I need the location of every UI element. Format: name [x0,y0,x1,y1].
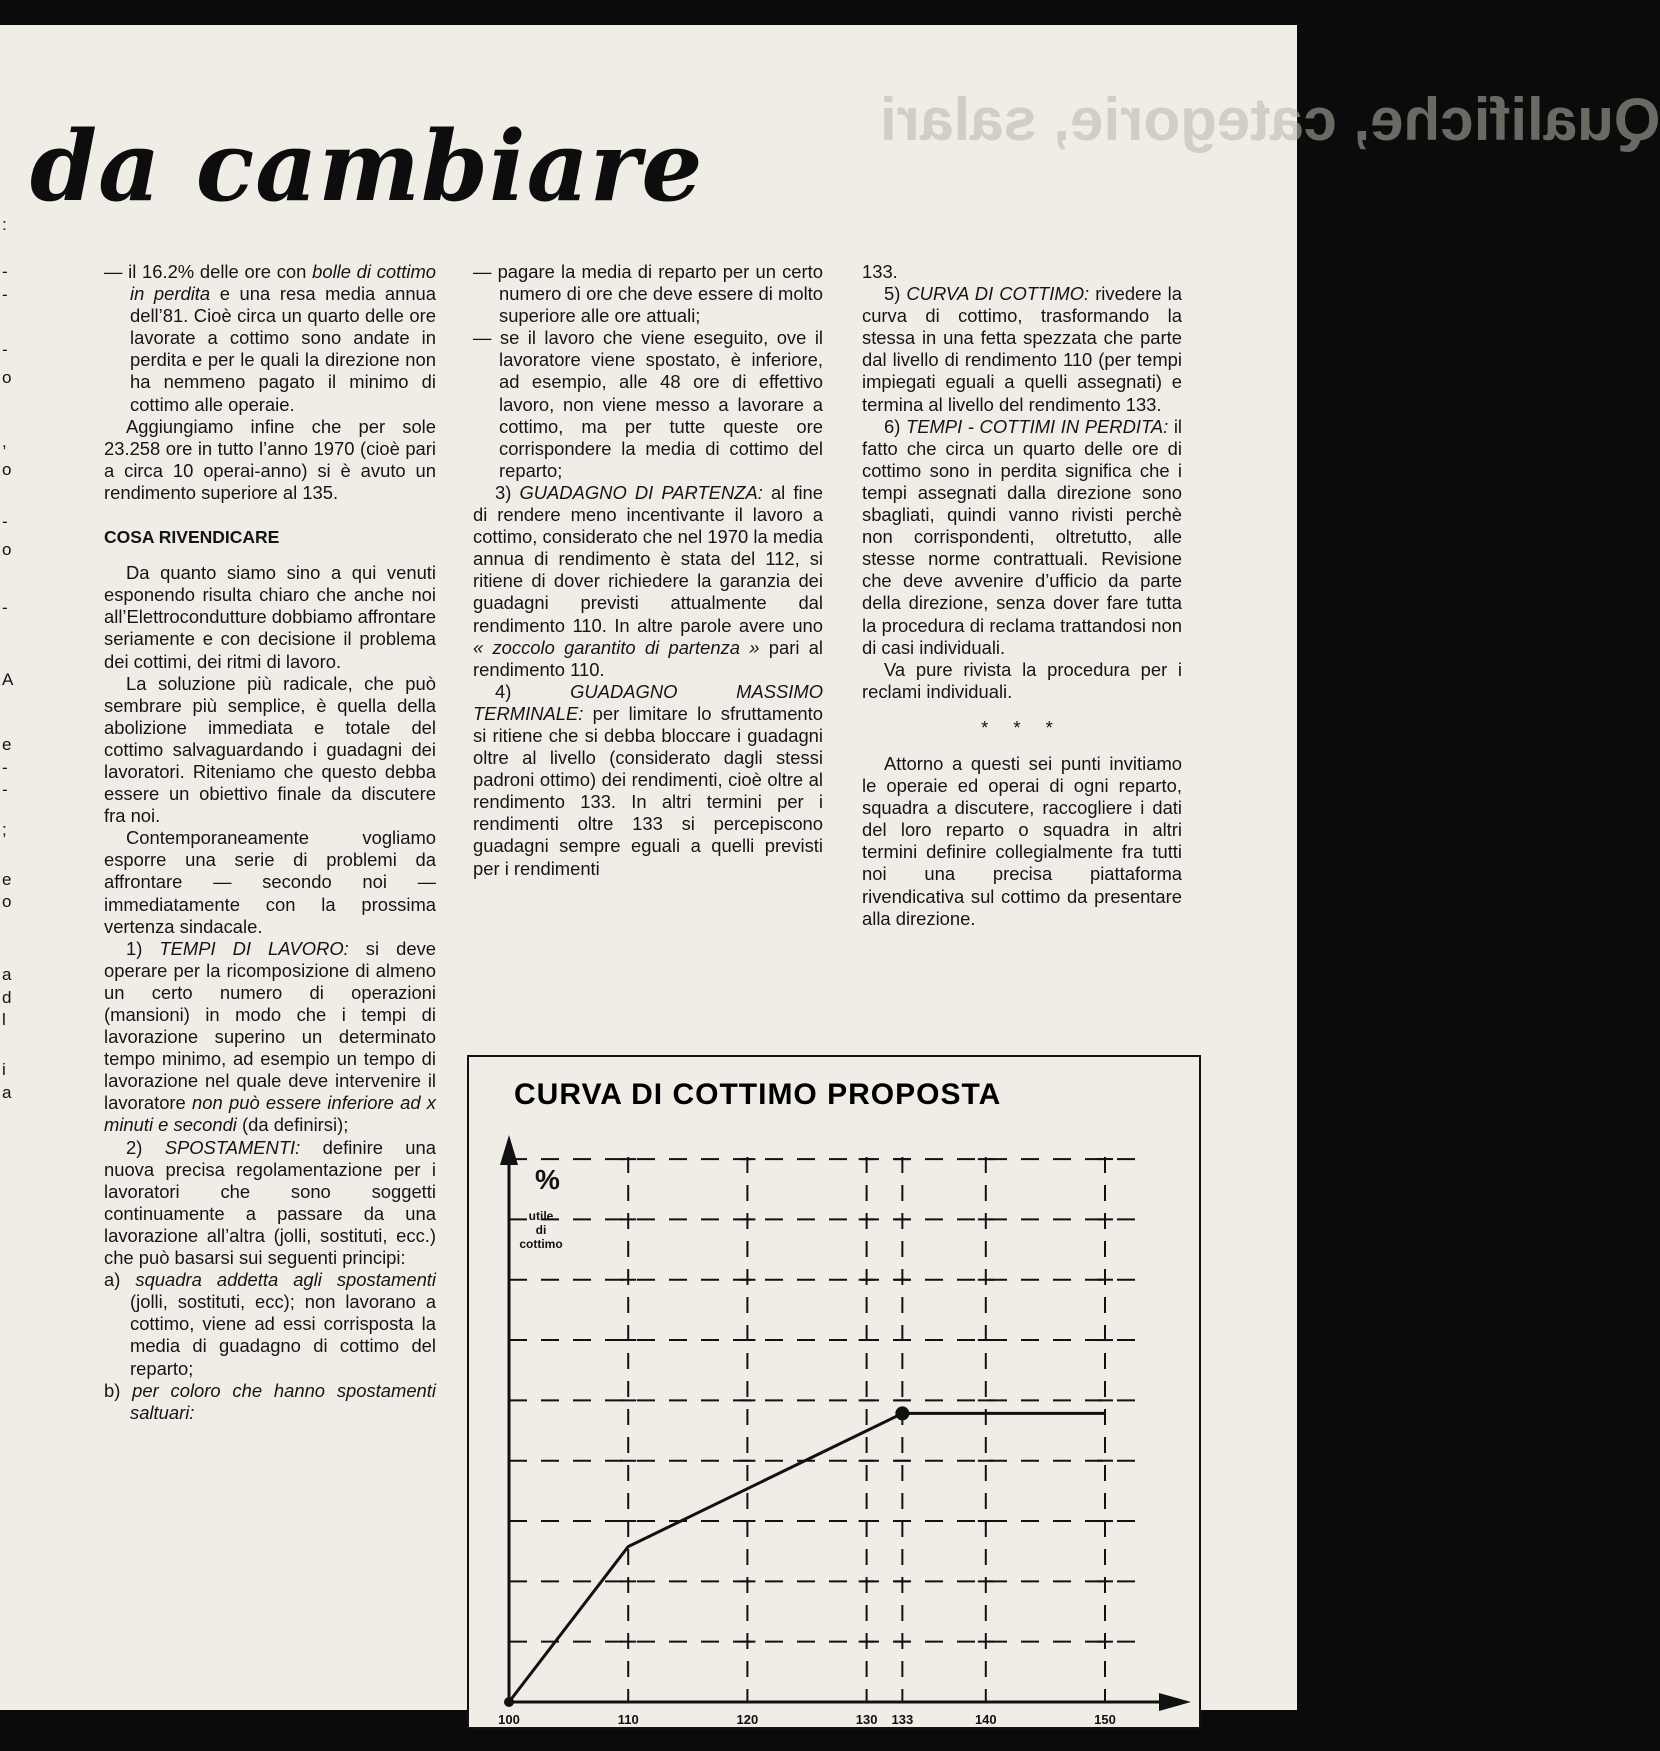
edge-fragment: - [2,780,8,799]
x-axis-arrow [1159,1693,1191,1711]
paragraph: 6) TEMPI - COTTIMI IN PERDITA: il fatto che circa un quarto delle ore di cottimo sono in perdita significa che i tempi assegnati dalla direzione sono sbagliati, quindi vanno rivisti perchè non corrispondenti, oltretutto, alle stesse norme contrattuali. Revisione che deve avvenire d’ufficio da parte della direzione, senza dover fare tutta la procedura di reclama trattandosi non di casi individuali. [862,415,1183,658]
paragraph: 1) TEMPI DI LAVORO: si deve operare per la ricomposizione di almeno un certo numero di operazioni (mansioni) in modo che i tempi di lavorazione superino un determinato tempo minimo, ad esempio un tempo di lavorazione nel quale deve intervenire il lavoratore non può essere inferiore ad x minuti e secondi (da definirsi); [104,937,436,1136]
paragraph: — il 16.2% delle ore con bolle di cottimo in perdita e una resa media annua dell’81. Cioè circa un quarto delle ore lavorate a cottimo sono andate in perdita e per le quali la direzione non ha nemmeno pagato il minimo di cottimo alle operaie. [104,261,437,415]
edge-fragment: - [2,285,8,304]
paragraph: Attorno a questi sei punti invitiamo le operaie ed operai di ogni reparto, squadra a discutere, raccogliere i dati del loro reparto o squadra in altri termini definire collegialmente fra tutti noi una precisa piattaforma rivendicativa sul cottimo da presentare alla direzione. [862,752,1182,929]
x-tick-label: 130 [855,1712,878,1727]
list-item: b) per coloro che hanno spostamenti saltuari: [104,1379,436,1423]
edge-fragment: o [2,892,12,911]
list-item: a) squadra addetta agli spostamenti (jolli, sostituti, ecc); non lavorano a cottimo, viene ad essi corrisposta la media di guadagno di cottimo del reparto; [104,1269,436,1379]
article-column-3 [862,261,1182,930]
edge-fragment: a [2,1083,12,1102]
paragraph: 2) SPOSTAMENTI: definire una nuova precisa regolamentazione per i lavoratori che sono soggetti continuamente a passare da una lavorazione all’altra (jolli, sostituti, ecc.) che può basarsi sui seguenti principi: [104,1136,436,1269]
curve-line [509,1413,1105,1702]
chart-svg [469,1057,1199,1727]
y-axis-label: utile [528,1209,554,1223]
edge-fragment: ; [2,820,7,839]
edge-fragment: a [2,965,12,984]
edge-fragment: - [2,512,8,531]
edge-fragment: , [2,432,7,451]
edge-fragment: o [2,540,12,559]
section-divider: * * * [981,716,1063,738]
edge-fragment: - [2,340,8,359]
chart-title: CURVA DI COTTIMO PROPOSTA [514,1078,1002,1111]
edge-fragment: i [2,1060,6,1079]
y-axis-arrow [500,1135,518,1165]
magazine-page [0,25,1660,1727]
edge-fragment: - [2,758,8,777]
edge-fragment: - [2,262,8,281]
paragraph: La soluzione più radicale, che può sembrare più semplice, è quella della abolizione immediata e totale del cottimo salvaguardando i guadagni dei lavoratori. Riteniamo che questo debba essere un obiettivo finale da discutere fra noi. [104,672,436,827]
previous-page-edge [0,25,34,1710]
list-item: — pagare la media di reparto per un certo numero di ore che deve essere di molto superiore alle ore attuali; [473,261,823,327]
article-column-1 [104,261,436,1424]
paragraph: 4) GUADAGNO MASSIMO TERMINALE: per limitare lo sfruttamento si ritiene che si debba bloccare i guadagni oltre al livello (considerato dagli stessi padroni ottimo) dei rendimenti, cioè oltre al rendimento 133. In altri termini per i rendimenti oltre 133 si percepiscono guadagni sempre eguali a quelli previsti per i rendimenti [473,680,823,879]
edge-fragment: A [2,670,14,689]
chart-origin [504,1697,514,1707]
edge-fragment: e [2,870,12,889]
y-axis-symbol: % [535,1164,560,1195]
x-tick-label: 133 [891,1712,914,1727]
section-heading: COSA RIVENDICARE [104,527,280,548]
edge-fragment: o [2,460,12,479]
edge-fragment: d [2,988,12,1007]
x-tick-label: 110 [617,1712,639,1727]
edge-fragment: e [2,735,12,754]
page-headline: da cambiare [30,110,704,223]
x-tick-label: 100 [498,1712,520,1727]
edge-fragment: o [2,368,12,387]
x-tick-label: 120 [736,1712,759,1727]
paragraph: Contemporaneamente vogliamo esporre una serie di problemi da affrontare — secondo noi — immediatamente con la prossima vertenza sindacale. [104,827,436,937]
paragraph: 3) GUADAGNO DI PARTENZA: al fine di rendere meno incentivante il lavoro a cottimo, considerato che nel 1970 la media annua di rendimento è stata del 112, si ritiene di dover richiedere la garanzia dei guadagni previsti attualmente dal rendimento 110. In altre parole avere uno « zoccolo garantito di partenza » pari al rendimento 110. [473,481,823,680]
paragraph: Va pure rivista la procedura per i reclami individuali. [862,658,1182,702]
edge-fragment: - [2,598,8,617]
paragraph: Da quanto siamo sino a qui venuti esponendo risulta chiaro che anche noi all’Elettrocondutture dobbiamo affrontare seriamente e con decisione il problema dei cottimi, dei ritmi di lavoro. [104,562,436,672]
paragraph: 133. [862,261,898,282]
y-axis-label: cottimo [519,1237,563,1251]
article-column-2 [473,261,823,880]
x-tick-label: 140 [974,1712,997,1727]
paragraph: 5) CURVA DI COTTIMO: rivedere la curva di cottimo, trasformando la stessa in una fetta spezzata che parte dal livello di rendimento 110 (per tempi impiegati eguali a quelli assegnati) e termina al livello del rendimento 133. [862,283,1182,415]
x-tick-label: 150 [1094,1712,1116,1727]
edge-fragment: : [2,215,7,234]
list-item: — se il lavoro che viene eseguito, ove il lavoratore viene spostato, è inferiore, ad esempio, alle 48 ore di effettivo lavoro, non viene messo a lavorare a cottimo, ma per tutte queste ore corrispondere la media di cottimo del reparto; [473,327,823,481]
bleed-through-text: Qualifiche, categorie, salari [880,86,1660,153]
cottimo-chart [467,1055,1201,1729]
edge-fragment: l [2,1010,6,1029]
paragraph: Aggiungiamo infine che per sole 23.258 ore in tutto l’anno 1970 (cioè pari a circa 10 operai-anno) si è avuto un rendimento superiore al 135. [104,415,436,503]
y-axis-label: di [535,1223,547,1237]
curve-endpoint [895,1406,909,1420]
